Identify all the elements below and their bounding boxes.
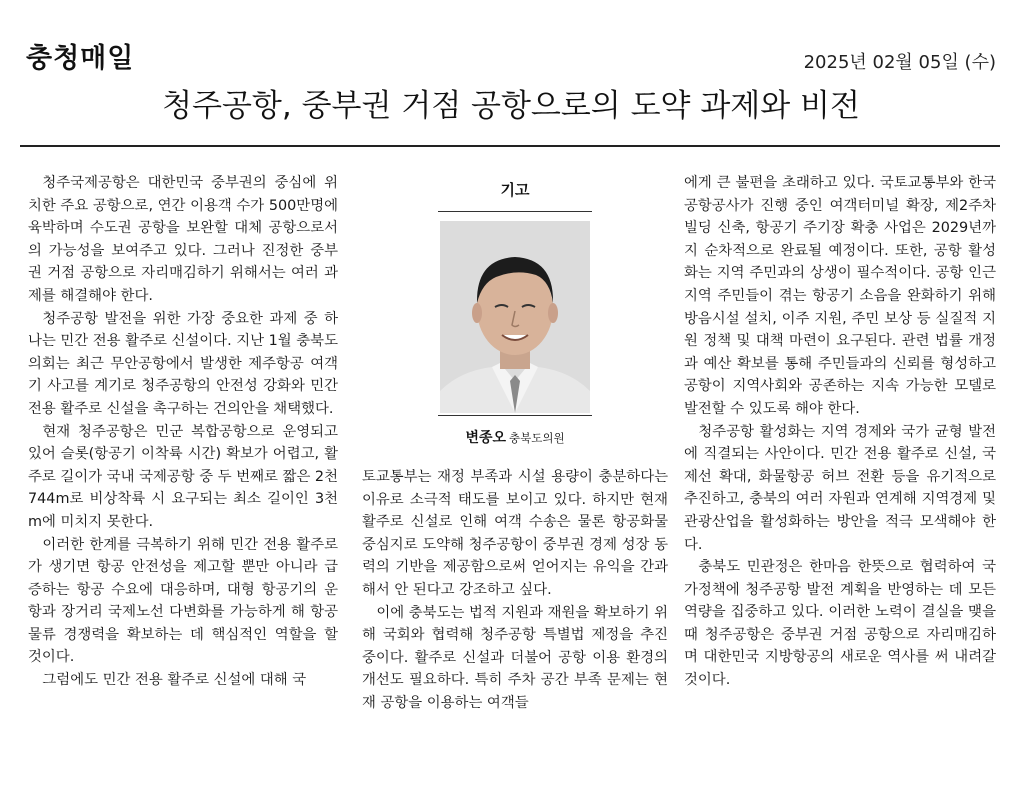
paragraph: 에게 큰 불편을 초래하고 있다. 국토교통부와 한국공항공사가 진행 중인 여객터미널 확장, 제2주차빌딩 신축, 항공기 주기장 확충 사업은 2029년까지 순차적으로 완료될 예정이다. 또한, 공항 활성화는 지역 주민과의 상생이 필수적이다. 공항 인근 지역 주민들이 겪는 항공기 소음을 완화하기 위해 방음시설 설치, 이주 지원, 주민 보상 등 실질적 지원 정책 및 대책 마련이 요구된다. 관련 법률 개정과 예산 확보를 통해 주민들과의 신뢰를 형성하고 공항이 지역사회와 공존하는 지속 가능한 모델로 발전할 수 있도록 해야 한다. — [684, 175, 996, 417]
contributor-box — [430, 175, 600, 445]
paragraph: 청주국제공항은 대한민국 중부권의 중심에 위치한 주요 공항으로, 연간 이용객 수가 500만명에 육박하며 수도권 공항을 보완할 대체 공항으로서의 가능성을 보여주고 있다. 그러나 진정한 중부권 거점 공항으로 자리매김하기 위해서는 여러 과제를 해결해야 한다. — [28, 175, 338, 304]
box-top-rule — [438, 211, 592, 212]
paragraph: 현재 청주공항은 민군 복합공항으로 운영되고 있어 슬롯(항공기 이착륙 시간) 확보가 어렵고, 활주로 길이가 국내 국제공항 중 두 번째로 짧은 2천744m로 비상착륙 시 요구되는 최소 길이인 3천m에 미치지 못한다. — [28, 423, 338, 530]
box-bottom-rule — [438, 415, 592, 416]
paragraph: 토교통부는 재정 부족과 시설 용량이 충분하다는 이유로 소극적 태도를 보이고 있다. 하지만 현재 활주로 신설로 인해 여객 수송은 물론 항공화물 중심지로 도약해 청주공항이 중부권 경제 성장 동력의 기반을 제공함으로써 얻어지는 유익을 간과해서 안 된다고 강조하고 싶다. — [362, 469, 668, 598]
article-column-3 — [684, 172, 996, 692]
contribution-label: 기고 — [500, 181, 530, 199]
publication-date: 2025년 02월 05일 (수) — [803, 52, 996, 73]
article-column-1 — [28, 172, 338, 692]
headline-divider — [20, 145, 1000, 147]
article-headline: 청주공항, 중부권 거점 공항으로의 도약 과제와 비전 — [162, 88, 860, 124]
author-portrait-image — [440, 221, 590, 413]
author-title: 충북도의원 — [509, 431, 565, 445]
paragraph: 청주공항 활성화는 지역 경제와 국가 균형 발전에 직결되는 사안이다. 민간 전용 활주로 신설, 국제선 확대, 화물항공 허브 전환 등을 유기적으로 추진하고, 충북의 여러 자원과 연계해 지역경제 및 관광산업을 활성화하는 방안을 적극 모색해야 한다. — [684, 423, 996, 553]
paragraph: 그럼에도 민간 전용 활주로 신설에 대해 국 — [42, 672, 307, 689]
paragraph: 충북도 민관정은 한마음 한뜻으로 협력하여 국가정책에 청주공항 발전 계획을 반영하는 데 모든 역량을 집중하고 있다. 이러한 노력이 결실을 맺을 때 청주공항은 중부권 거점 공항으로 자리매김하며 대한민국 지방항공의 새로운 역사를 써 내려갈 것이다. — [684, 559, 996, 689]
article-column-2 — [362, 466, 668, 715]
author-name: 변종오 — [465, 430, 507, 446]
paragraph: 이러한 한계를 극복하기 위해 민간 전용 활주로가 생기면 항공 안전성을 제고할 뿐만 아니라 급증하는 항공 수요에 대응하며, 대형 항공기의 운항과 장거리 국제노선 다변화를 가능하게 해 항공 물류 경쟁력을 확보하는 데 핵심적인 역할을 할 것이다. — [28, 536, 338, 666]
newspaper-masthead: 충청매일 — [26, 43, 135, 74]
paragraph: 이에 충북도는 법적 지원과 재원을 확보하기 위해 국회와 협력해 청주공항 특별법 제정을 추진 중이다. 활주로 신설과 더불어 공항 이용 환경의 개선도 필요하다. 특히 주차 공간 부족 문제는 현재 공항을 이용하는 여객들 — [362, 604, 668, 711]
author-byline — [430, 427, 600, 447]
paragraph: 청주공항 발전을 위한 가장 중요한 과제 중 하나는 민간 전용 활주로 신설이다. 지난 1월 충북도의회는 최근 무안공항에서 발생한 제주항공 여객기 사고를 계기로 청주공항의 안전성 강화와 민간 전용 활주로 신설을 촉구하는 건의안을 채택했다. — [28, 310, 338, 417]
